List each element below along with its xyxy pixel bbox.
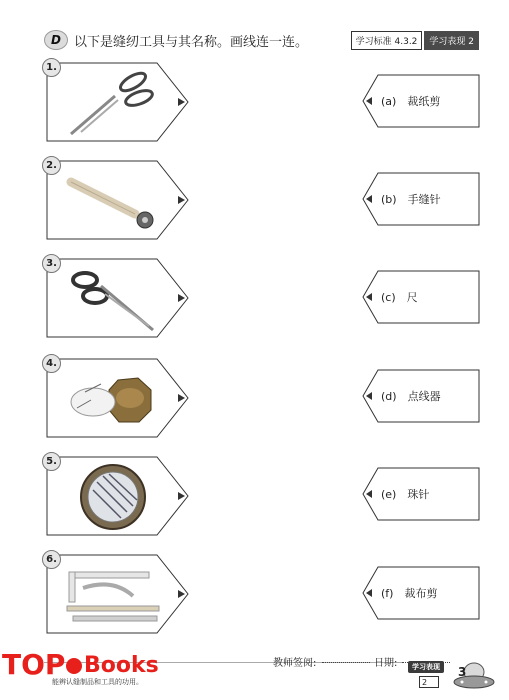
scissors-icon — [63, 66, 163, 138]
option-tag-d — [362, 369, 480, 423]
teacher-signature-line — [322, 662, 370, 663]
svg-text:Books: Books — [84, 653, 159, 678]
performance-level: 2 — [419, 676, 439, 688]
option-letter: (a) — [381, 94, 397, 108]
item-tag-1 — [45, 61, 190, 143]
tracing-wheel-icon — [63, 164, 163, 236]
item-tag-4 — [45, 357, 190, 439]
topbooks-logo — [0, 642, 180, 682]
ruler-icon — [63, 558, 163, 630]
option-letter: (c) — [381, 290, 396, 304]
exercise-header — [44, 30, 308, 50]
scissors-icon — [63, 262, 163, 334]
option-letter: (d) — [381, 389, 397, 403]
option-tag-f — [362, 566, 480, 620]
option-letter: (e) — [381, 487, 397, 501]
option-name: 点线器 — [407, 390, 441, 403]
page-number: 3 — [458, 665, 467, 679]
item-number: 5. — [42, 452, 61, 471]
option-name: 裁纸剪 — [407, 95, 441, 108]
section-badge: D — [44, 30, 68, 50]
item-number: 3. — [42, 254, 61, 273]
option-name: 裁布剪 — [404, 587, 438, 600]
date-label: 日期: — [374, 658, 398, 669]
learning-performance-tag: 学习表现 2 — [424, 31, 479, 50]
instruction-text: 以下是缝纫工具与其名称。画线连一连。 — [74, 34, 309, 50]
item-tag-5 — [45, 455, 190, 537]
option-tag-c — [362, 270, 480, 324]
svg-text:TOP: TOP — [2, 648, 66, 681]
item-number: 1. — [42, 58, 61, 77]
item-tag-6 — [45, 553, 190, 635]
option-name: 手缝针 — [407, 193, 441, 206]
performance-label: 学习表现 — [408, 661, 444, 673]
item-tag-3 — [45, 257, 190, 339]
item-number: 2. — [42, 156, 61, 175]
option-tag-e — [362, 467, 480, 521]
footer-note: 能辨认缝制品和工具的功用。 — [52, 678, 143, 686]
teacher-signature-label: 教师签阅: — [273, 658, 317, 669]
pin-cushion-icon — [63, 362, 163, 434]
standards-tags — [351, 31, 479, 50]
item-number: 6. — [42, 550, 61, 569]
item-tag-2 — [45, 159, 190, 241]
option-letter: (f) — [381, 586, 394, 600]
option-tag-a — [362, 74, 480, 128]
option-name: 珠针 — [407, 488, 430, 501]
option-name: 尺 — [406, 291, 418, 304]
option-letter: (b) — [381, 192, 397, 206]
option-tag-b — [362, 172, 480, 226]
item-number: 4. — [42, 354, 61, 373]
needle-case-icon — [63, 460, 163, 532]
learning-standard-tag: 学习标准 4.3.2 — [351, 31, 423, 50]
